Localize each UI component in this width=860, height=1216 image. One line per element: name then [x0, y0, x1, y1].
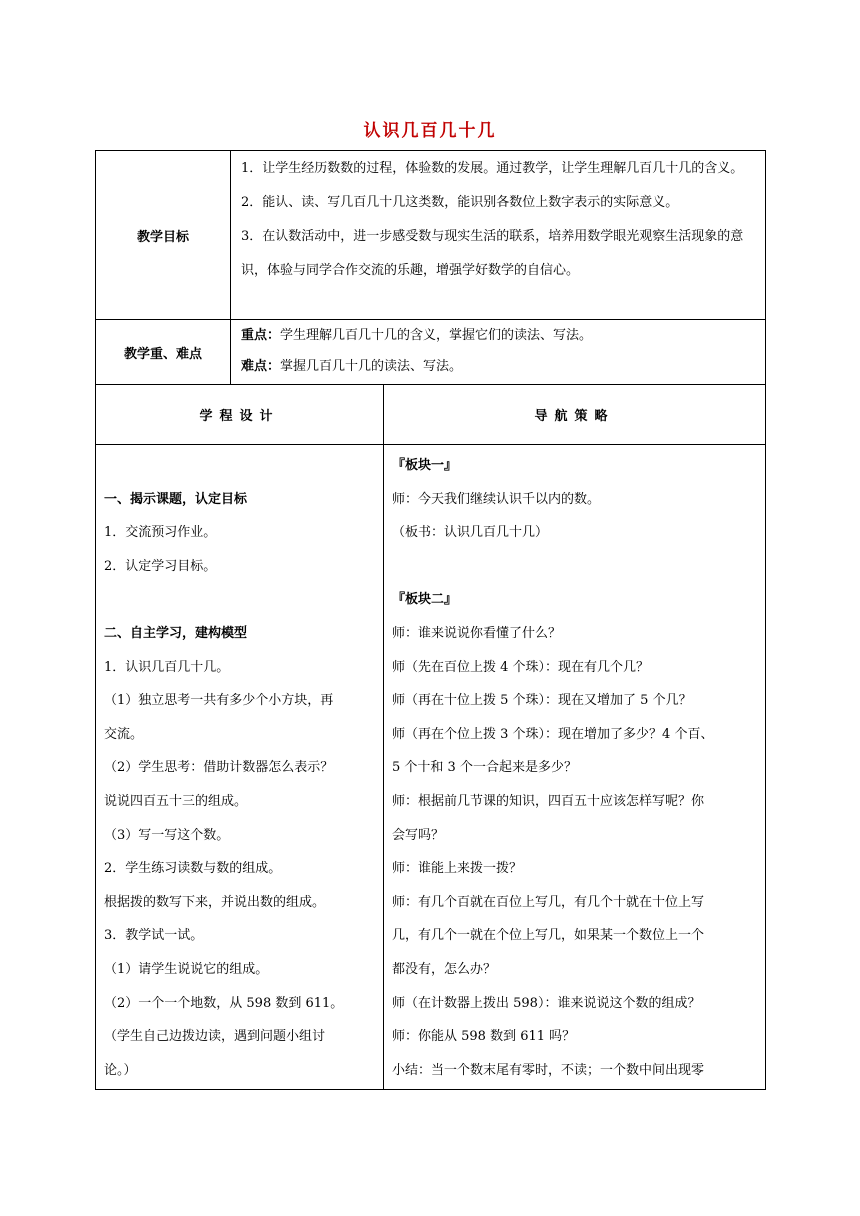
content-line: 2．认定学习目标。: [104, 558, 217, 574]
content-line: 交流。: [104, 726, 144, 742]
objective-item: 3．在认数活动中，进一步感受数与现实生活的联系，培养用数学眼光观察生活现象的意识，体验与同学合作交流的乐趣，增强学好数学的自信心。: [241, 229, 744, 278]
right-column-header: 导航策略: [384, 385, 766, 445]
difficulty-label: 难点：: [241, 359, 281, 374]
content-line: （1）请学生说说它的组成。: [104, 961, 269, 977]
key-points-label: 教学重、难点: [96, 320, 231, 385]
section-heading: 『板块二』: [392, 592, 458, 608]
key-points-row: [96, 320, 766, 385]
content-line: 论。）: [104, 1062, 137, 1078]
content-line: 2．学生练习读数与数的组成。: [104, 861, 282, 877]
content-line: 1．认识几百几十几。: [104, 659, 230, 675]
learning-design-column: [96, 445, 384, 1090]
content-line: 师：根据前几节课的知识，四百五十应该怎样写呢？你: [392, 793, 705, 809]
content-line: （1）独立思考一共有多少个小方块，再: [104, 693, 334, 709]
focus-line: [231, 320, 765, 351]
navigation-strategy-column: [384, 445, 766, 1090]
content-line: 师（先在百位上拨 4 个珠）：现在有几个几？: [392, 659, 650, 675]
left-column-header: 学程设计: [96, 385, 384, 445]
content-line: 师（再在个位上拨 3 个珠）：现在增加了多少？4 个百、: [392, 726, 714, 742]
content-line: 会写吗？: [392, 827, 445, 843]
difficulty-text: 掌握几百几十几的读法、写法。: [280, 359, 463, 374]
section-heading: 一、揭示课题，认定目标: [104, 491, 248, 507]
focus-text: 学生理解几百几十几的含义，掌握它们的读法、写法。: [280, 328, 593, 343]
difficulty-line: [231, 351, 765, 382]
section-heading: 『板块一』: [392, 458, 458, 473]
content-line: 师：今天我们继续认识千以内的数。: [392, 491, 601, 507]
objectives-row: [96, 151, 766, 320]
key-points-content: [231, 320, 766, 385]
content-line: （3）写一写这个数。: [104, 827, 230, 843]
page-title: 认识几百几十几: [363, 121, 497, 141]
content-line: 几，有几个一就在个位上写几，如果某一个数位上一个: [392, 928, 705, 944]
section-heading: 二、自主学习，建构模型: [104, 625, 248, 641]
content-line: 师：你能从 598 数到 611 吗？: [392, 1029, 576, 1045]
content-line: [96, 583, 383, 617]
column-header-row: [96, 385, 766, 445]
content-line: （2）学生思考：借助计数器怎么表示？: [104, 760, 334, 776]
content-line: [96, 449, 383, 483]
content-line: 小结：当一个数末尾有零时，不读；一个数中间出现零: [392, 1062, 705, 1078]
content-line: （板书：认识几百几十几）: [392, 525, 549, 541]
focus-label: 重点：: [241, 328, 281, 343]
content-line: [384, 550, 765, 584]
content-line: 3．教学试一试。: [104, 928, 204, 944]
content-line: 师：谁能上来拨一拨？: [392, 861, 523, 877]
objectives-content: [231, 151, 766, 320]
content-line: 师：有几个百就在百位上写几，有几个十就在十位上写: [392, 894, 705, 910]
content-line: 师（在计数器上拨出 598）：谁来说说这个数的组成？: [392, 995, 701, 1011]
content-line: （2）一个一个地数，从 598 数到 611。: [104, 995, 344, 1011]
content-line: 师：谁来说说你看懂了什么？: [392, 625, 562, 641]
objective-item: 1．让学生经历数数的过程，体验数的发展。通过教学，让学生理解几百几十几的含义。: [241, 161, 744, 176]
content-line: 都没有，怎么办？: [392, 961, 497, 977]
content-line: 师（再在十位上拨 5 个珠）：现在又增加了 5 个几？: [392, 693, 692, 709]
content-line: 5 个十和 3 个一合起来是多少？: [392, 760, 577, 776]
content-line: 根据拨的数写下来，并说出数的组成。: [104, 894, 326, 910]
content-row: [96, 445, 766, 1090]
objectives-label: 教学目标: [96, 151, 231, 320]
lesson-plan-table: [95, 150, 766, 1090]
content-line: （学生自己边拨边读，遇到问题小组讨: [104, 1029, 326, 1045]
content-line: 说说四百五十三的组成。: [104, 793, 248, 809]
objective-item: 2．能认、读、写几百几十几这类数，能识别各数位上数字表示的实际意义。: [241, 195, 679, 210]
content-line: 1．交流预习作业。: [104, 525, 217, 541]
